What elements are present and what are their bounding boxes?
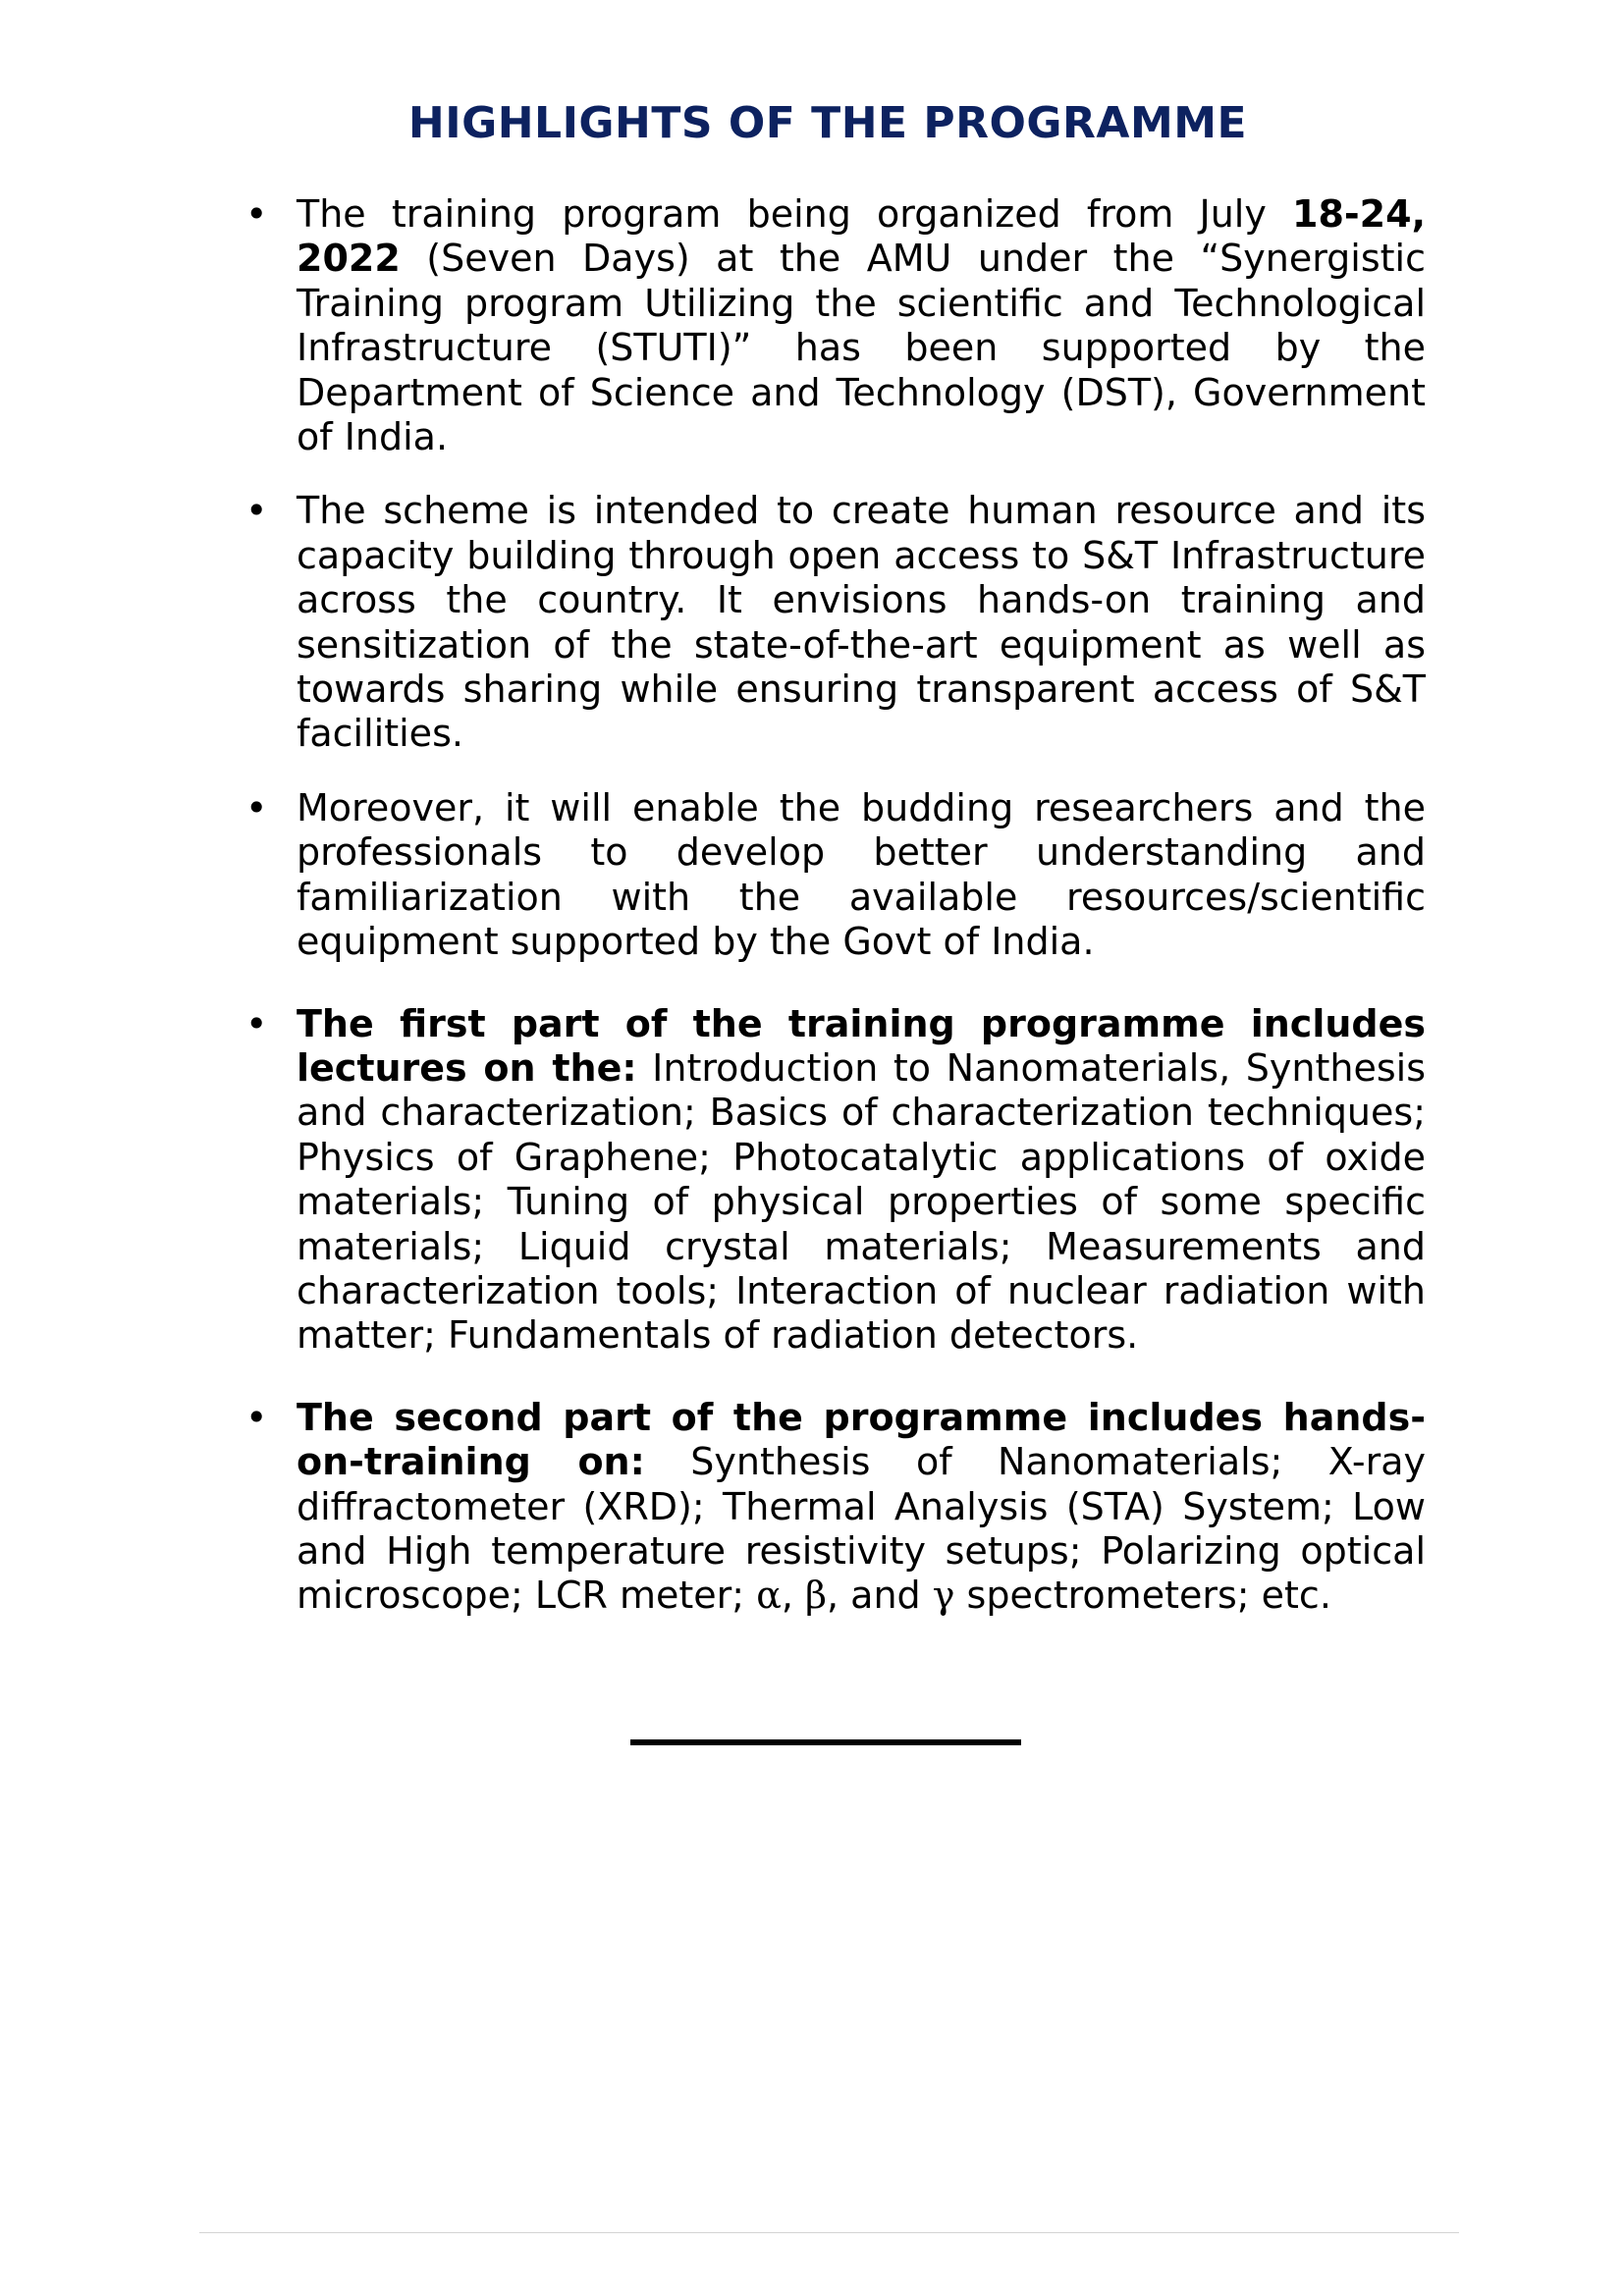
- lectures-heading: The first part of the training programme includes lectures on the:: [297, 1001, 1426, 1090]
- list-item: [245, 1001, 1426, 1359]
- bullet-icon: •: [245, 1395, 268, 1439]
- list-item: [245, 489, 1426, 756]
- text-segment: The training program being organized from July: [297, 192, 1293, 236]
- section-end-rule: [630, 1739, 1021, 1745]
- list-item: [245, 1395, 1427, 1619]
- text-segment: , and: [827, 1574, 933, 1618]
- page-title: HIGHLIGHTS OF THE PROGRAMME: [407, 98, 1248, 148]
- text-segment: Synthesis of Nanomaterials; X-ray diffractometer (XRD); Thermal Analysis (STA) System; Low and High temperature resistivity setups; Polarizing optical microscope; LCR meter;: [297, 1440, 1427, 1618]
- date-range: 18-24, 2022: [297, 192, 1426, 281]
- text-segment: ,: [781, 1574, 806, 1618]
- bullet-icon: •: [245, 785, 268, 829]
- list-item: [245, 192, 1426, 459]
- text-segment: spectrometers; etc.: [954, 1574, 1331, 1618]
- alpha-symbol: α: [756, 1574, 782, 1618]
- text-segment: Introduction to Nanomaterials, Synthesis and characterization; Basics of characterization techniques; Physics of Graphene; Photocatalytic applications of oxide materials; Tuning of physical properties of some specific materials; Liquid crystal materials; Measurements and characterization tools; Interaction of nuclear radiation with matter; Fundamentals of radiation detectors.: [297, 1045, 1426, 1358]
- text-segment: Moreover, it will enable the budding researchers and the professionals to develop better understanding and familiarization with the available resources/scientific equipment supported by the Govt of India.: [297, 785, 1426, 964]
- bullet-icon: •: [245, 489, 268, 533]
- bullet-icon: •: [245, 1001, 268, 1045]
- beta-symbol: β: [805, 1574, 828, 1618]
- footer-divider: [199, 2232, 1459, 2233]
- gamma-symbol: γ: [932, 1574, 955, 1618]
- bullet-icon: •: [245, 192, 268, 236]
- text-segment: (Seven Days) at the AMU under the “Synergistic Training program Utilizing the scientific and Technological Infrastructure (STUTI)” has been supported by the Department of Science and Technology (DST), Government of India.: [297, 237, 1426, 459]
- text-segment: The scheme is intended to create human resource and its capacity building through open access to S&T Infrastructure across the country. It envisions hands-on training and sensitization of the state-of-the-art equipment as well as towards sharing while ensuring transparent access of S&T facilities.: [297, 489, 1426, 756]
- training-heading: The second part of the programme includes hands-on-training on:: [297, 1395, 1426, 1484]
- list-item: [245, 785, 1426, 965]
- highlights-list: [245, 192, 1427, 1619]
